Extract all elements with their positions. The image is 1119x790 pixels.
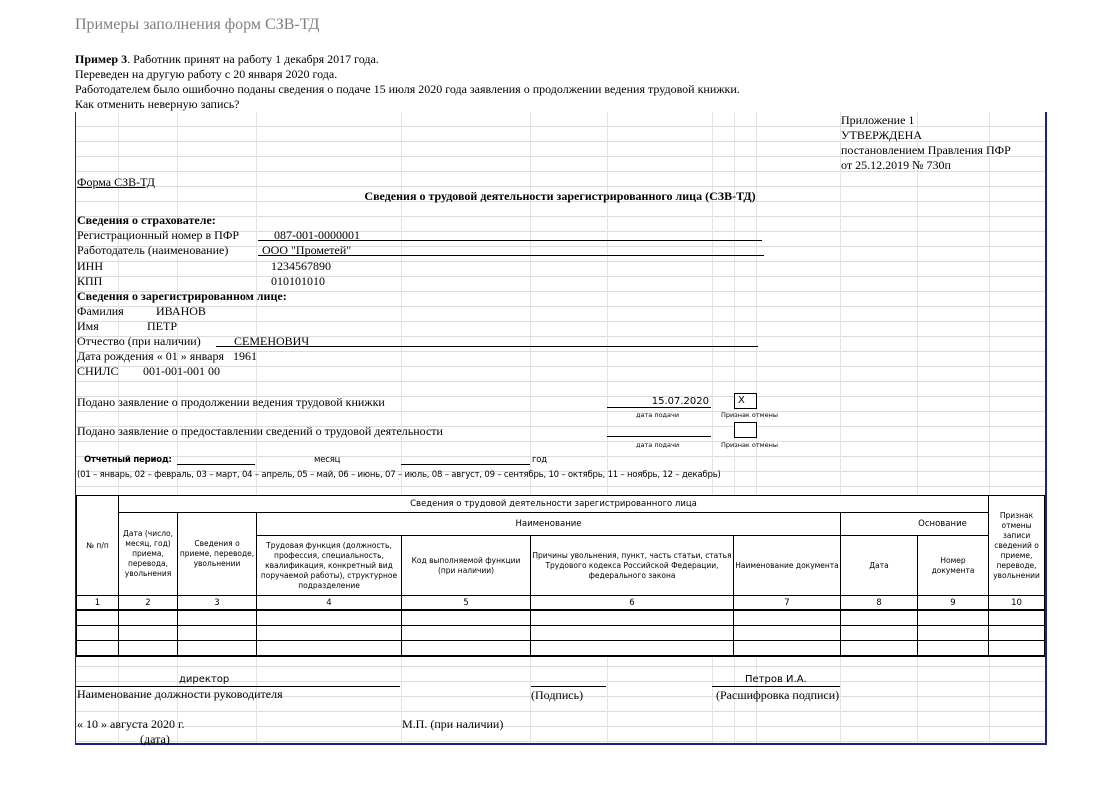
col-info-header: Сведения о приеме, переводе, увольнении [178, 513, 257, 596]
col-num-header: № п/п [77, 496, 119, 596]
stamp-label: М.П. (при наличии) [402, 717, 504, 731]
period-year: год [532, 455, 547, 465]
col-number: 1 [77, 596, 119, 611]
naming-group-header: Наименование [257, 513, 841, 536]
col-number: 5 [402, 596, 531, 611]
person-title: Сведения о зарегистрированном лице: [77, 289, 287, 303]
snils-label: СНИЛС [77, 364, 119, 378]
col-doc-date-header: Дата [841, 536, 918, 596]
patronymic-value: СЕМЕНОВИЧ [234, 334, 310, 348]
activity-table [76, 495, 1045, 657]
col-reason-header: Причины увольнения, пункт, часть статьи, статья Трудового кодекса Российской Федерации, федерального закона [531, 536, 734, 596]
col-number: 4 [257, 596, 402, 611]
col-date-header: Дата (число, месяц, год) приема, перевода, увольнения [119, 513, 178, 596]
approval-appendix: Приложение 1 [841, 113, 915, 127]
col-code-header: Код выполняемой функции (при наличии) [402, 536, 531, 596]
period-legend: (01 – январь, 02 – февраль, 03 – март, 04 – апрель, 05 – май, 06 – июнь, 07 – июль, 08 – август, 09 – сентябрь, 10 – октябрь, 11 – ноябрь, 12 – декабрь) [77, 470, 721, 480]
form-sheet [75, 112, 1047, 745]
date-caption-2: дата подачи [636, 441, 680, 449]
approval-approved: УТВЕРЖДЕНА [841, 128, 923, 142]
cancel-caption-2: Признак отмены [721, 441, 778, 449]
signature-caption: (Подпись) [531, 688, 584, 702]
provide-application-label: Подано заявление о предоставлении сведений о трудовой деятельности [77, 424, 443, 438]
col-number: 9 [918, 596, 989, 611]
form-heading: Сведения о трудовой деятельности зарегистрированного лица (СЗВ-ТД) [364, 189, 756, 203]
intro-line-1: Пример 3. Работник принят на работу 1 декабря 2017 года. [75, 52, 379, 66]
col-doc-header: Наименование документа [734, 536, 841, 596]
col-number: 3 [178, 596, 257, 611]
col-number: 7 [734, 596, 841, 611]
table-group-title: Сведения о трудовой деятельности зарегистрированного лица [119, 496, 989, 513]
col-function-header: Трудовая функция (должность, профессия, специальность, квалификация, конкретный вид поручаемой работы), структурное подразделение [257, 536, 402, 596]
sign-date: « 10 » августа 2020 г. [77, 717, 185, 731]
example-label: Пример 3 [75, 52, 128, 66]
surname-value: ИВАНОВ [156, 304, 206, 318]
col-cancel-header: Признак отмены записи сведений о приеме, переводе, увольнении [989, 496, 1045, 596]
intro-line-2: Переведен на другую работу с 20 января 2020 года. [75, 67, 338, 81]
form-name: Форма СЗВ-ТД [77, 175, 155, 189]
page-title: Примеры заполнения форм СЗВ-ТД [75, 16, 320, 33]
kpp-value: 010101010 [271, 274, 325, 288]
col-number: 6 [531, 596, 734, 611]
col-doc-num-header: Номер документа [918, 536, 989, 596]
approval-date: от 25.12.2019 № 730п [841, 158, 951, 172]
birth-date: Дата рождения « 01 » января 1961 [77, 349, 258, 363]
col-number: 8 [841, 596, 918, 611]
intro-line-4: Как отменить неверную запись? [75, 97, 240, 111]
insurer-title: Сведения о страхователе: [77, 213, 216, 227]
position-caption: Наименование должности руководителя [77, 687, 283, 701]
date-caption-1: дата подачи [636, 411, 680, 419]
cancel-caption-1: Признак отмены [721, 411, 778, 419]
signer-name: Петров И.А. [745, 674, 807, 685]
period-month: месяц [314, 455, 341, 465]
table-row [77, 641, 1045, 657]
name-value: ПЕТР [147, 319, 177, 333]
reg-label: Регистрационный номер в ПФР [77, 228, 239, 242]
snils-value: 001-001-001 00 [143, 364, 220, 378]
reg-value: 087-001-0000001 [274, 228, 360, 242]
inn-label: ИНН [77, 259, 103, 273]
col-number: 10 [989, 596, 1045, 611]
sign-date-caption: (дата) [140, 732, 170, 746]
table-row [77, 610, 1045, 626]
continue-date: 15.07.2020 [651, 396, 709, 407]
period-label: Отчетный период: [84, 455, 172, 465]
table-row [77, 626, 1045, 641]
employer-label: Работодатель (наименование) [77, 243, 229, 257]
position-value: директор [179, 674, 230, 685]
inn-value: 1234567890 [271, 259, 331, 273]
approval-by: постановлением Правления ПФР [841, 143, 1011, 157]
employer-value: ООО "Прометей" [262, 243, 352, 257]
provide-cancel-box[interactable] [734, 422, 757, 438]
patronymic-label: Отчество (при наличии) [77, 334, 201, 348]
basis-group-header: Основание [841, 513, 1045, 536]
continue-application-label: Подано заявление о продолжении ведения трудовой книжки [77, 395, 385, 409]
kpp-label: КПП [77, 274, 103, 288]
signer-name-caption: (Расшифровка подписи) [716, 688, 840, 702]
surname-label: Фамилия [77, 304, 124, 318]
name-label: Имя [77, 319, 99, 333]
intro-line-3: Работодателем было ошибочно поданы сведения о подаче 15 июля 2020 года заявления о продолжении ведения трудовой книжки. [75, 82, 740, 96]
col-number: 2 [119, 596, 178, 611]
continue-cancel-box[interactable]: X [734, 393, 757, 409]
